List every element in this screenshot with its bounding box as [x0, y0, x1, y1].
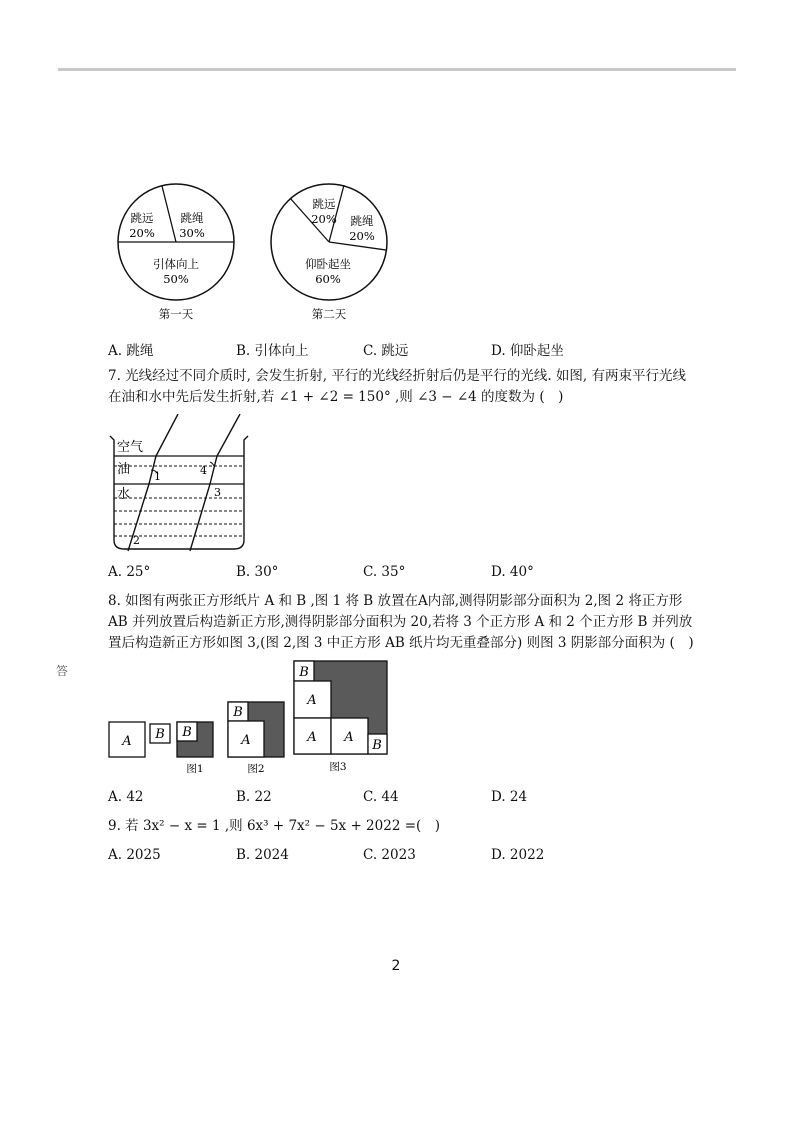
beaker-figure	[106, 414, 252, 554]
fig2-caption: 图2	[247, 763, 265, 775]
svg-text:A: A	[122, 734, 132, 749]
q9-option-a[interactable]: A. 2025	[108, 847, 161, 863]
pie2-caption: 第二天	[311, 307, 347, 321]
q6-option-b[interactable]: B. 引体向上	[236, 343, 309, 359]
angle-3-label: 3	[214, 486, 221, 499]
q7-line1: 7. 光线经过不同介质时, 会发生折射, 平行的光线经折射后仍是平行的光线. 如图, 有两束平行光线	[108, 368, 687, 384]
pie1-caption: 第一天	[158, 307, 194, 321]
label-water: 水	[117, 487, 131, 502]
pie2-slice3-value: 60%	[315, 272, 341, 286]
margin-mark: 答	[56, 664, 69, 678]
angle-2-label: 2	[133, 534, 140, 547]
q8-option-b[interactable]: B. 22	[236, 789, 272, 805]
header-rule	[58, 68, 736, 71]
pie1-slice2-name: 跳绳	[180, 211, 204, 225]
q9-option-d[interactable]: D. 2022	[491, 847, 545, 863]
svg-text:B: B	[233, 705, 243, 720]
svg-text:B: B	[372, 738, 382, 753]
pie2-slice2-name: 跳绳	[350, 214, 374, 228]
angle-1-label: 1	[154, 470, 161, 483]
fig3-caption: 图3	[329, 761, 347, 773]
q6-option-a[interactable]: A. 跳绳	[108, 343, 154, 359]
page-number: 2	[391, 958, 401, 974]
label-air: 空气	[117, 440, 144, 455]
q6-option-d[interactable]: D. 仰卧起坐	[491, 343, 564, 359]
pie1-slice3-name: 引体向上	[153, 257, 199, 271]
q8-option-d[interactable]: D. 24	[491, 789, 528, 805]
label-oil: 油	[117, 462, 131, 477]
q7-option-c[interactable]: C. 35°	[363, 564, 406, 580]
pie1-slice1-name: 跳远	[130, 211, 154, 225]
pie2-slice1-name: 跳远	[312, 197, 336, 211]
light-ray-2	[190, 414, 240, 551]
svg-text:B: B	[182, 725, 192, 740]
svg-text:B: B	[155, 727, 165, 742]
q9-line: 9. 若 3x² − x = 1 ,则 6x³ + 7x² − 5x + 2022 =( )	[108, 818, 441, 834]
q7-option-a[interactable]: A. 25°	[108, 564, 151, 580]
pie-charts	[110, 180, 410, 325]
pie1-slice3-value: 50%	[163, 272, 189, 286]
q7-line2: 在油和水中先后发生折射,若 ∠1 + ∠2 = 150° ,则 ∠3 − ∠4 的度数为 ( )	[108, 389, 564, 405]
squares-figure	[106, 658, 396, 780]
svg-text:A: A	[241, 733, 251, 748]
svg-text:A: A	[307, 730, 317, 745]
light-ray-1	[128, 414, 178, 551]
pie1-slice1-value: 20%	[129, 226, 155, 240]
svg-text:A: A	[344, 730, 354, 745]
q9-option-c[interactable]: C. 2023	[363, 847, 416, 863]
q9-option-b[interactable]: B. 2024	[236, 847, 289, 863]
q8-line1: 8. 如图有两张正方形纸片 A 和 B ,图 1 将 B 放置在A内部,测得阴影部分面积为 2,图 2 将正方形	[108, 593, 683, 609]
pie2-divider-c	[329, 242, 386, 250]
pie2-slice1-value: 20%	[311, 212, 337, 226]
q7-option-b[interactable]: B. 30°	[236, 564, 279, 580]
angle-4-label: 4	[200, 464, 207, 477]
q8-option-a[interactable]: A. 42	[108, 789, 144, 805]
fig1-caption: 图1	[186, 763, 204, 775]
q7-option-d[interactable]: D. 40°	[491, 564, 534, 580]
pie2-slice2-value: 20%	[349, 229, 375, 243]
svg-text:A: A	[307, 693, 317, 708]
pie1-slice2-value: 30%	[179, 226, 205, 240]
q8-line3: 置后构造新正方形如图 3,(图 2,图 3 中正方形 AB 纸片均无重叠部分) 则图 3 阴影部分面积为 ( )	[108, 635, 694, 651]
q6-option-c[interactable]: C. 跳远	[363, 343, 409, 359]
pie2-slice3-name: 仰卧起坐	[305, 257, 351, 271]
svg-text:B: B	[299, 665, 309, 680]
pie1-divider-r	[162, 186, 176, 242]
q8-line2: AB 并列放置后构造新正方形,测得阴影部分面积为 20,若将 3 个正方形 A 和 2 个正方形 B 并列放	[108, 614, 693, 630]
q8-option-c[interactable]: C. 44	[363, 789, 399, 805]
